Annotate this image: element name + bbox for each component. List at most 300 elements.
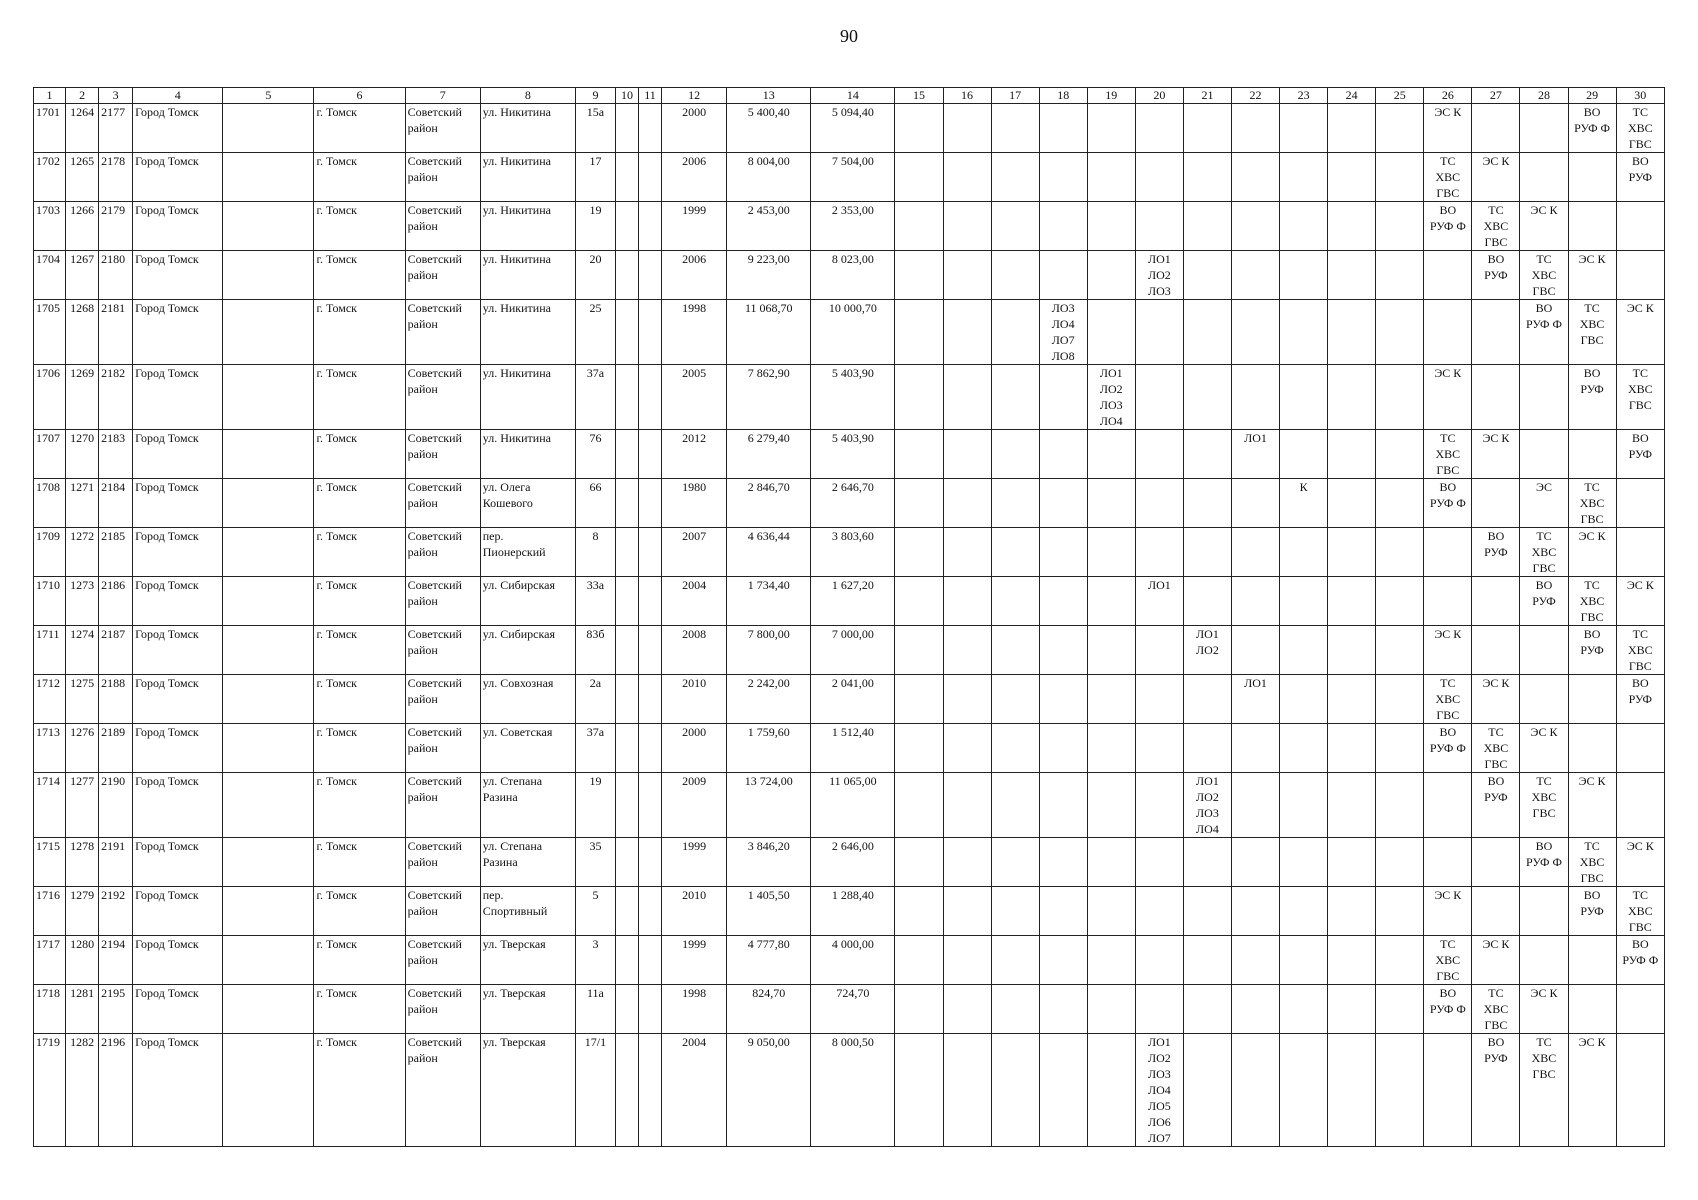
cell-col-18 xyxy=(1039,251,1087,300)
cell-col-19 xyxy=(1087,773,1135,838)
cell-col-18: ЛО3 ЛО4 ЛО7 ЛО8 xyxy=(1039,300,1087,365)
cell-col-22 xyxy=(1231,365,1279,430)
table-row xyxy=(34,104,1665,153)
cell-col-9: 17 xyxy=(575,153,615,202)
cell-col-7: Советский район xyxy=(405,838,480,887)
cell-col-28: ТС ХВС ГВС xyxy=(1520,773,1568,838)
column-header-13: 13 xyxy=(727,88,811,104)
cell-col-13: 2 846,70 xyxy=(727,479,811,528)
cell-col-17 xyxy=(991,577,1039,626)
cell-col-2: 1279 xyxy=(66,887,99,936)
cell-col-26: ТС ХВС ГВС xyxy=(1424,675,1472,724)
cell-col-3: 2180 xyxy=(99,251,133,300)
cell-col-15 xyxy=(895,430,943,479)
cell-col-1: 1704 xyxy=(34,251,66,300)
cell-col-8: ул. Совхозная xyxy=(480,675,575,724)
cell-col-14: 5 094,40 xyxy=(811,104,895,153)
cell-col-22 xyxy=(1231,251,1279,300)
cell-col-30: ВО РУФ Ф xyxy=(1616,936,1664,985)
cell-col-16 xyxy=(943,577,991,626)
cell-col-26: ЭС К xyxy=(1424,365,1472,430)
cell-col-21 xyxy=(1183,724,1231,773)
cell-col-17 xyxy=(991,365,1039,430)
cell-col-3: 2188 xyxy=(99,675,133,724)
cell-col-17 xyxy=(991,936,1039,985)
cell-col-26 xyxy=(1424,528,1472,577)
cell-col-30 xyxy=(1616,479,1664,528)
cell-col-22 xyxy=(1231,936,1279,985)
cell-col-22 xyxy=(1231,202,1279,251)
cell-col-18 xyxy=(1039,838,1087,887)
table-row xyxy=(34,773,1665,838)
column-header-2: 2 xyxy=(66,88,99,104)
cell-col-21 xyxy=(1183,887,1231,936)
cell-col-24 xyxy=(1328,1034,1376,1147)
cell-col-9: 20 xyxy=(575,251,615,300)
cell-col-13: 7 800,00 xyxy=(727,626,811,675)
cell-col-30: ЭС К xyxy=(1616,838,1664,887)
cell-col-7: Советский район xyxy=(405,985,480,1034)
cell-col-15 xyxy=(895,1034,943,1147)
cell-col-14: 7 504,00 xyxy=(811,153,895,202)
cell-col-10 xyxy=(615,202,638,251)
cell-col-24 xyxy=(1328,153,1376,202)
cell-col-12: 1998 xyxy=(662,300,727,365)
cell-col-17 xyxy=(991,479,1039,528)
table-row xyxy=(34,675,1665,724)
cell-col-8: ул. Никитина xyxy=(480,251,575,300)
cell-col-20 xyxy=(1135,104,1183,153)
cell-col-12: 2010 xyxy=(662,675,727,724)
cell-col-24 xyxy=(1328,430,1376,479)
cell-col-30 xyxy=(1616,1034,1664,1147)
cell-col-14: 11 065,00 xyxy=(811,773,895,838)
cell-col-14: 10 000,70 xyxy=(811,300,895,365)
cell-col-5 xyxy=(223,528,314,577)
cell-col-9: 25 xyxy=(575,300,615,365)
cell-col-25 xyxy=(1376,675,1424,724)
cell-col-9: 2а xyxy=(575,675,615,724)
cell-col-8: ул. Советская xyxy=(480,724,575,773)
cell-col-15 xyxy=(895,251,943,300)
cell-col-7: Советский район xyxy=(405,251,480,300)
cell-col-30 xyxy=(1616,773,1664,838)
cell-col-10 xyxy=(615,626,638,675)
cell-col-18 xyxy=(1039,577,1087,626)
cell-col-29: ЭС К xyxy=(1568,528,1616,577)
cell-col-5 xyxy=(223,430,314,479)
cell-col-11 xyxy=(639,104,662,153)
cell-col-19 xyxy=(1087,724,1135,773)
cell-col-6: г. Томск xyxy=(314,300,405,365)
cell-col-15 xyxy=(895,300,943,365)
cell-col-24 xyxy=(1328,626,1376,675)
cell-col-27: ТС ХВС ГВС xyxy=(1472,724,1520,773)
cell-col-13: 2 242,00 xyxy=(727,675,811,724)
cell-col-29: ВО РУФ xyxy=(1568,887,1616,936)
table-row xyxy=(34,838,1665,887)
cell-col-17 xyxy=(991,773,1039,838)
cell-col-9: 19 xyxy=(575,773,615,838)
cell-col-2: 1280 xyxy=(66,936,99,985)
column-header-30: 30 xyxy=(1616,88,1664,104)
cell-col-17 xyxy=(991,838,1039,887)
cell-col-4: Город Томск xyxy=(133,626,223,675)
cell-col-3: 2191 xyxy=(99,838,133,887)
cell-col-12: 2005 xyxy=(662,365,727,430)
column-header-12: 12 xyxy=(662,88,727,104)
cell-col-12: 2008 xyxy=(662,626,727,675)
cell-col-5 xyxy=(223,1034,314,1147)
cell-col-18 xyxy=(1039,887,1087,936)
cell-col-28: ТС ХВС ГВС xyxy=(1520,528,1568,577)
cell-col-2: 1270 xyxy=(66,430,99,479)
cell-col-22 xyxy=(1231,724,1279,773)
cell-col-22 xyxy=(1231,1034,1279,1147)
cell-col-5 xyxy=(223,251,314,300)
cell-col-6: г. Томск xyxy=(314,479,405,528)
cell-col-3: 2189 xyxy=(99,724,133,773)
cell-col-27: ВО РУФ xyxy=(1472,528,1520,577)
cell-col-10 xyxy=(615,300,638,365)
cell-col-15 xyxy=(895,577,943,626)
cell-col-17 xyxy=(991,626,1039,675)
cell-col-17 xyxy=(991,251,1039,300)
cell-col-14: 5 403,90 xyxy=(811,430,895,479)
cell-col-6: г. Томск xyxy=(314,104,405,153)
cell-col-11 xyxy=(639,773,662,838)
cell-col-11 xyxy=(639,838,662,887)
cell-col-1: 1714 xyxy=(34,773,66,838)
cell-col-27: ВО РУФ xyxy=(1472,251,1520,300)
cell-col-29: ВО РУФ Ф xyxy=(1568,104,1616,153)
cell-col-15 xyxy=(895,724,943,773)
cell-col-27: ЭС К xyxy=(1472,936,1520,985)
cell-col-11 xyxy=(639,479,662,528)
cell-col-3: 2185 xyxy=(99,528,133,577)
cell-col-17 xyxy=(991,104,1039,153)
cell-col-18 xyxy=(1039,430,1087,479)
table-row xyxy=(34,985,1665,1034)
cell-col-12: 2007 xyxy=(662,528,727,577)
cell-col-23 xyxy=(1280,838,1328,887)
cell-col-8: ул. Тверская xyxy=(480,1034,575,1147)
cell-col-29 xyxy=(1568,430,1616,479)
cell-col-6: г. Томск xyxy=(314,838,405,887)
cell-col-5 xyxy=(223,202,314,251)
column-header-1: 1 xyxy=(34,88,66,104)
column-header-16: 16 xyxy=(943,88,991,104)
cell-col-3: 2186 xyxy=(99,577,133,626)
cell-col-11 xyxy=(639,300,662,365)
cell-col-13: 824,70 xyxy=(727,985,811,1034)
cell-col-13: 4 777,80 xyxy=(727,936,811,985)
cell-col-18 xyxy=(1039,724,1087,773)
cell-col-23 xyxy=(1280,626,1328,675)
cell-col-1: 1716 xyxy=(34,887,66,936)
cell-col-6: г. Томск xyxy=(314,577,405,626)
cell-col-7: Советский район xyxy=(405,577,480,626)
cell-col-8: ул. Сибирская xyxy=(480,626,575,675)
cell-col-9: 17/1 xyxy=(575,1034,615,1147)
cell-col-15 xyxy=(895,479,943,528)
cell-col-18 xyxy=(1039,479,1087,528)
cell-col-1: 1711 xyxy=(34,626,66,675)
cell-col-4: Город Томск xyxy=(133,675,223,724)
cell-col-8: ул. Олега Кошевого xyxy=(480,479,575,528)
cell-col-21 xyxy=(1183,300,1231,365)
cell-col-23 xyxy=(1280,675,1328,724)
cell-col-26 xyxy=(1424,773,1472,838)
cell-col-18 xyxy=(1039,985,1087,1034)
cell-col-4: Город Томск xyxy=(133,528,223,577)
column-header-8: 8 xyxy=(480,88,575,104)
cell-col-10 xyxy=(615,1034,638,1147)
cell-col-20 xyxy=(1135,365,1183,430)
cell-col-28 xyxy=(1520,675,1568,724)
cell-col-16 xyxy=(943,675,991,724)
cell-col-1: 1707 xyxy=(34,430,66,479)
cell-col-2: 1269 xyxy=(66,365,99,430)
cell-col-29: ТС ХВС ГВС xyxy=(1568,300,1616,365)
cell-col-2: 1267 xyxy=(66,251,99,300)
column-header-21: 21 xyxy=(1183,88,1231,104)
cell-col-28 xyxy=(1520,887,1568,936)
cell-col-28: ТС ХВС ГВС xyxy=(1520,1034,1568,1147)
column-header-11: 11 xyxy=(639,88,662,104)
cell-col-15 xyxy=(895,773,943,838)
cell-col-2: 1276 xyxy=(66,724,99,773)
cell-col-22 xyxy=(1231,838,1279,887)
cell-col-19 xyxy=(1087,577,1135,626)
cell-col-13: 5 400,40 xyxy=(727,104,811,153)
cell-col-11 xyxy=(639,985,662,1034)
cell-col-3: 2181 xyxy=(99,300,133,365)
cell-col-5 xyxy=(223,626,314,675)
cell-col-16 xyxy=(943,300,991,365)
cell-col-12: 1980 xyxy=(662,479,727,528)
cell-col-9: 19 xyxy=(575,202,615,251)
cell-col-4: Город Томск xyxy=(133,936,223,985)
cell-col-3: 2182 xyxy=(99,365,133,430)
cell-col-21 xyxy=(1183,528,1231,577)
cell-col-28: ЭС xyxy=(1520,479,1568,528)
cell-col-17 xyxy=(991,202,1039,251)
cell-col-19 xyxy=(1087,251,1135,300)
cell-col-19 xyxy=(1087,626,1135,675)
cell-col-4: Город Томск xyxy=(133,104,223,153)
cell-col-4: Город Томск xyxy=(133,838,223,887)
cell-col-18 xyxy=(1039,104,1087,153)
cell-col-7: Советский район xyxy=(405,365,480,430)
cell-col-12: 2000 xyxy=(662,724,727,773)
cell-col-28 xyxy=(1520,104,1568,153)
table-row xyxy=(34,887,1665,936)
cell-col-12: 1999 xyxy=(662,838,727,887)
cell-col-6: г. Томск xyxy=(314,985,405,1034)
cell-col-3: 2184 xyxy=(99,479,133,528)
column-header-27: 27 xyxy=(1472,88,1520,104)
cell-col-2: 1272 xyxy=(66,528,99,577)
cell-col-28: ТС ХВС ГВС xyxy=(1520,251,1568,300)
cell-col-24 xyxy=(1328,104,1376,153)
cell-col-10 xyxy=(615,724,638,773)
cell-col-23 xyxy=(1280,528,1328,577)
cell-col-14: 2 353,00 xyxy=(811,202,895,251)
cell-col-2: 1266 xyxy=(66,202,99,251)
cell-col-20 xyxy=(1135,985,1183,1034)
cell-col-9: 83б xyxy=(575,626,615,675)
cell-col-24 xyxy=(1328,936,1376,985)
cell-col-17 xyxy=(991,724,1039,773)
cell-col-11 xyxy=(639,1034,662,1147)
cell-col-8: ул. Никитина xyxy=(480,365,575,430)
cell-col-5 xyxy=(223,479,314,528)
cell-col-18 xyxy=(1039,153,1087,202)
cell-col-25 xyxy=(1376,104,1424,153)
cell-col-1: 1708 xyxy=(34,479,66,528)
cell-col-8: ул. Никитина xyxy=(480,104,575,153)
cell-col-11 xyxy=(639,430,662,479)
cell-col-11 xyxy=(639,936,662,985)
cell-col-27 xyxy=(1472,104,1520,153)
cell-col-19 xyxy=(1087,300,1135,365)
cell-col-3: 2178 xyxy=(99,153,133,202)
cell-col-10 xyxy=(615,577,638,626)
cell-col-8: ул. Никитина xyxy=(480,153,575,202)
cell-col-4: Город Томск xyxy=(133,153,223,202)
cell-col-25 xyxy=(1376,936,1424,985)
cell-col-16 xyxy=(943,202,991,251)
cell-col-6: г. Томск xyxy=(314,365,405,430)
cell-col-23 xyxy=(1280,577,1328,626)
cell-col-8: ул. Тверская xyxy=(480,936,575,985)
cell-col-4: Город Томск xyxy=(133,202,223,251)
cell-col-13: 8 004,00 xyxy=(727,153,811,202)
cell-col-27 xyxy=(1472,479,1520,528)
cell-col-9: 37а xyxy=(575,724,615,773)
cell-col-18 xyxy=(1039,365,1087,430)
cell-col-27: ЭС К xyxy=(1472,430,1520,479)
cell-col-5 xyxy=(223,153,314,202)
cell-col-16 xyxy=(943,430,991,479)
cell-col-6: г. Томск xyxy=(314,153,405,202)
cell-col-19 xyxy=(1087,430,1135,479)
table-row xyxy=(34,936,1665,985)
cell-col-27 xyxy=(1472,626,1520,675)
cell-col-30 xyxy=(1616,985,1664,1034)
cell-col-21 xyxy=(1183,675,1231,724)
cell-col-6: г. Томск xyxy=(314,202,405,251)
cell-col-2: 1274 xyxy=(66,626,99,675)
cell-col-19 xyxy=(1087,675,1135,724)
cell-col-22 xyxy=(1231,528,1279,577)
table-row xyxy=(34,626,1665,675)
cell-col-5 xyxy=(223,104,314,153)
cell-col-29: ЭС К xyxy=(1568,1034,1616,1147)
table-row xyxy=(34,430,1665,479)
column-header-20: 20 xyxy=(1135,88,1183,104)
cell-col-14: 5 403,90 xyxy=(811,365,895,430)
column-header-18: 18 xyxy=(1039,88,1087,104)
cell-col-4: Город Томск xyxy=(133,1034,223,1147)
cell-col-22 xyxy=(1231,626,1279,675)
cell-col-10 xyxy=(615,104,638,153)
cell-col-19: ЛО1 ЛО2 ЛО3 ЛО4 xyxy=(1087,365,1135,430)
cell-col-3: 2179 xyxy=(99,202,133,251)
cell-col-20 xyxy=(1135,675,1183,724)
cell-col-24 xyxy=(1328,724,1376,773)
cell-col-3: 2195 xyxy=(99,985,133,1034)
cell-col-21 xyxy=(1183,985,1231,1034)
cell-col-23: К xyxy=(1280,479,1328,528)
cell-col-10 xyxy=(615,153,638,202)
cell-col-4: Город Томск xyxy=(133,430,223,479)
cell-col-21: ЛО1 ЛО2 xyxy=(1183,626,1231,675)
cell-col-7: Советский район xyxy=(405,1034,480,1147)
cell-col-21 xyxy=(1183,479,1231,528)
cell-col-29: ТС ХВС ГВС xyxy=(1568,838,1616,887)
cell-col-21 xyxy=(1183,251,1231,300)
cell-col-9: 35 xyxy=(575,838,615,887)
cell-col-25 xyxy=(1376,724,1424,773)
cell-col-18 xyxy=(1039,626,1087,675)
cell-col-25 xyxy=(1376,251,1424,300)
cell-col-21 xyxy=(1183,430,1231,479)
cell-col-18 xyxy=(1039,936,1087,985)
cell-col-26 xyxy=(1424,1034,1472,1147)
cell-col-24 xyxy=(1328,675,1376,724)
cell-col-28 xyxy=(1520,430,1568,479)
cell-col-24 xyxy=(1328,202,1376,251)
cell-col-11 xyxy=(639,577,662,626)
cell-col-22: ЛО1 xyxy=(1231,430,1279,479)
cell-col-29: ЭС К xyxy=(1568,251,1616,300)
cell-col-18 xyxy=(1039,528,1087,577)
cell-col-1: 1702 xyxy=(34,153,66,202)
cell-col-30: ТС ХВС ГВС xyxy=(1616,365,1664,430)
cell-col-1: 1705 xyxy=(34,300,66,365)
cell-col-29: ТС ХВС ГВС xyxy=(1568,479,1616,528)
cell-col-8: ул. Никитина xyxy=(480,202,575,251)
cell-col-3: 2194 xyxy=(99,936,133,985)
cell-col-26: ЭС К xyxy=(1424,626,1472,675)
cell-col-10 xyxy=(615,251,638,300)
cell-col-20 xyxy=(1135,300,1183,365)
cell-col-21 xyxy=(1183,1034,1231,1147)
cell-col-1: 1715 xyxy=(34,838,66,887)
cell-col-11 xyxy=(639,153,662,202)
cell-col-19 xyxy=(1087,985,1135,1034)
cell-col-2: 1282 xyxy=(66,1034,99,1147)
registry-table xyxy=(33,87,1665,1147)
cell-col-2: 1278 xyxy=(66,838,99,887)
cell-col-25 xyxy=(1376,887,1424,936)
cell-col-8: ул. Степана Разина xyxy=(480,838,575,887)
cell-col-28: ЭС К xyxy=(1520,202,1568,251)
cell-col-27 xyxy=(1472,365,1520,430)
cell-col-7: Советский район xyxy=(405,675,480,724)
table-header xyxy=(34,88,1665,104)
cell-col-6: г. Томск xyxy=(314,887,405,936)
table-row xyxy=(34,577,1665,626)
cell-col-20 xyxy=(1135,626,1183,675)
cell-col-10 xyxy=(615,528,638,577)
cell-col-29 xyxy=(1568,724,1616,773)
cell-col-20 xyxy=(1135,202,1183,251)
cell-col-1: 1706 xyxy=(34,365,66,430)
cell-col-26 xyxy=(1424,251,1472,300)
